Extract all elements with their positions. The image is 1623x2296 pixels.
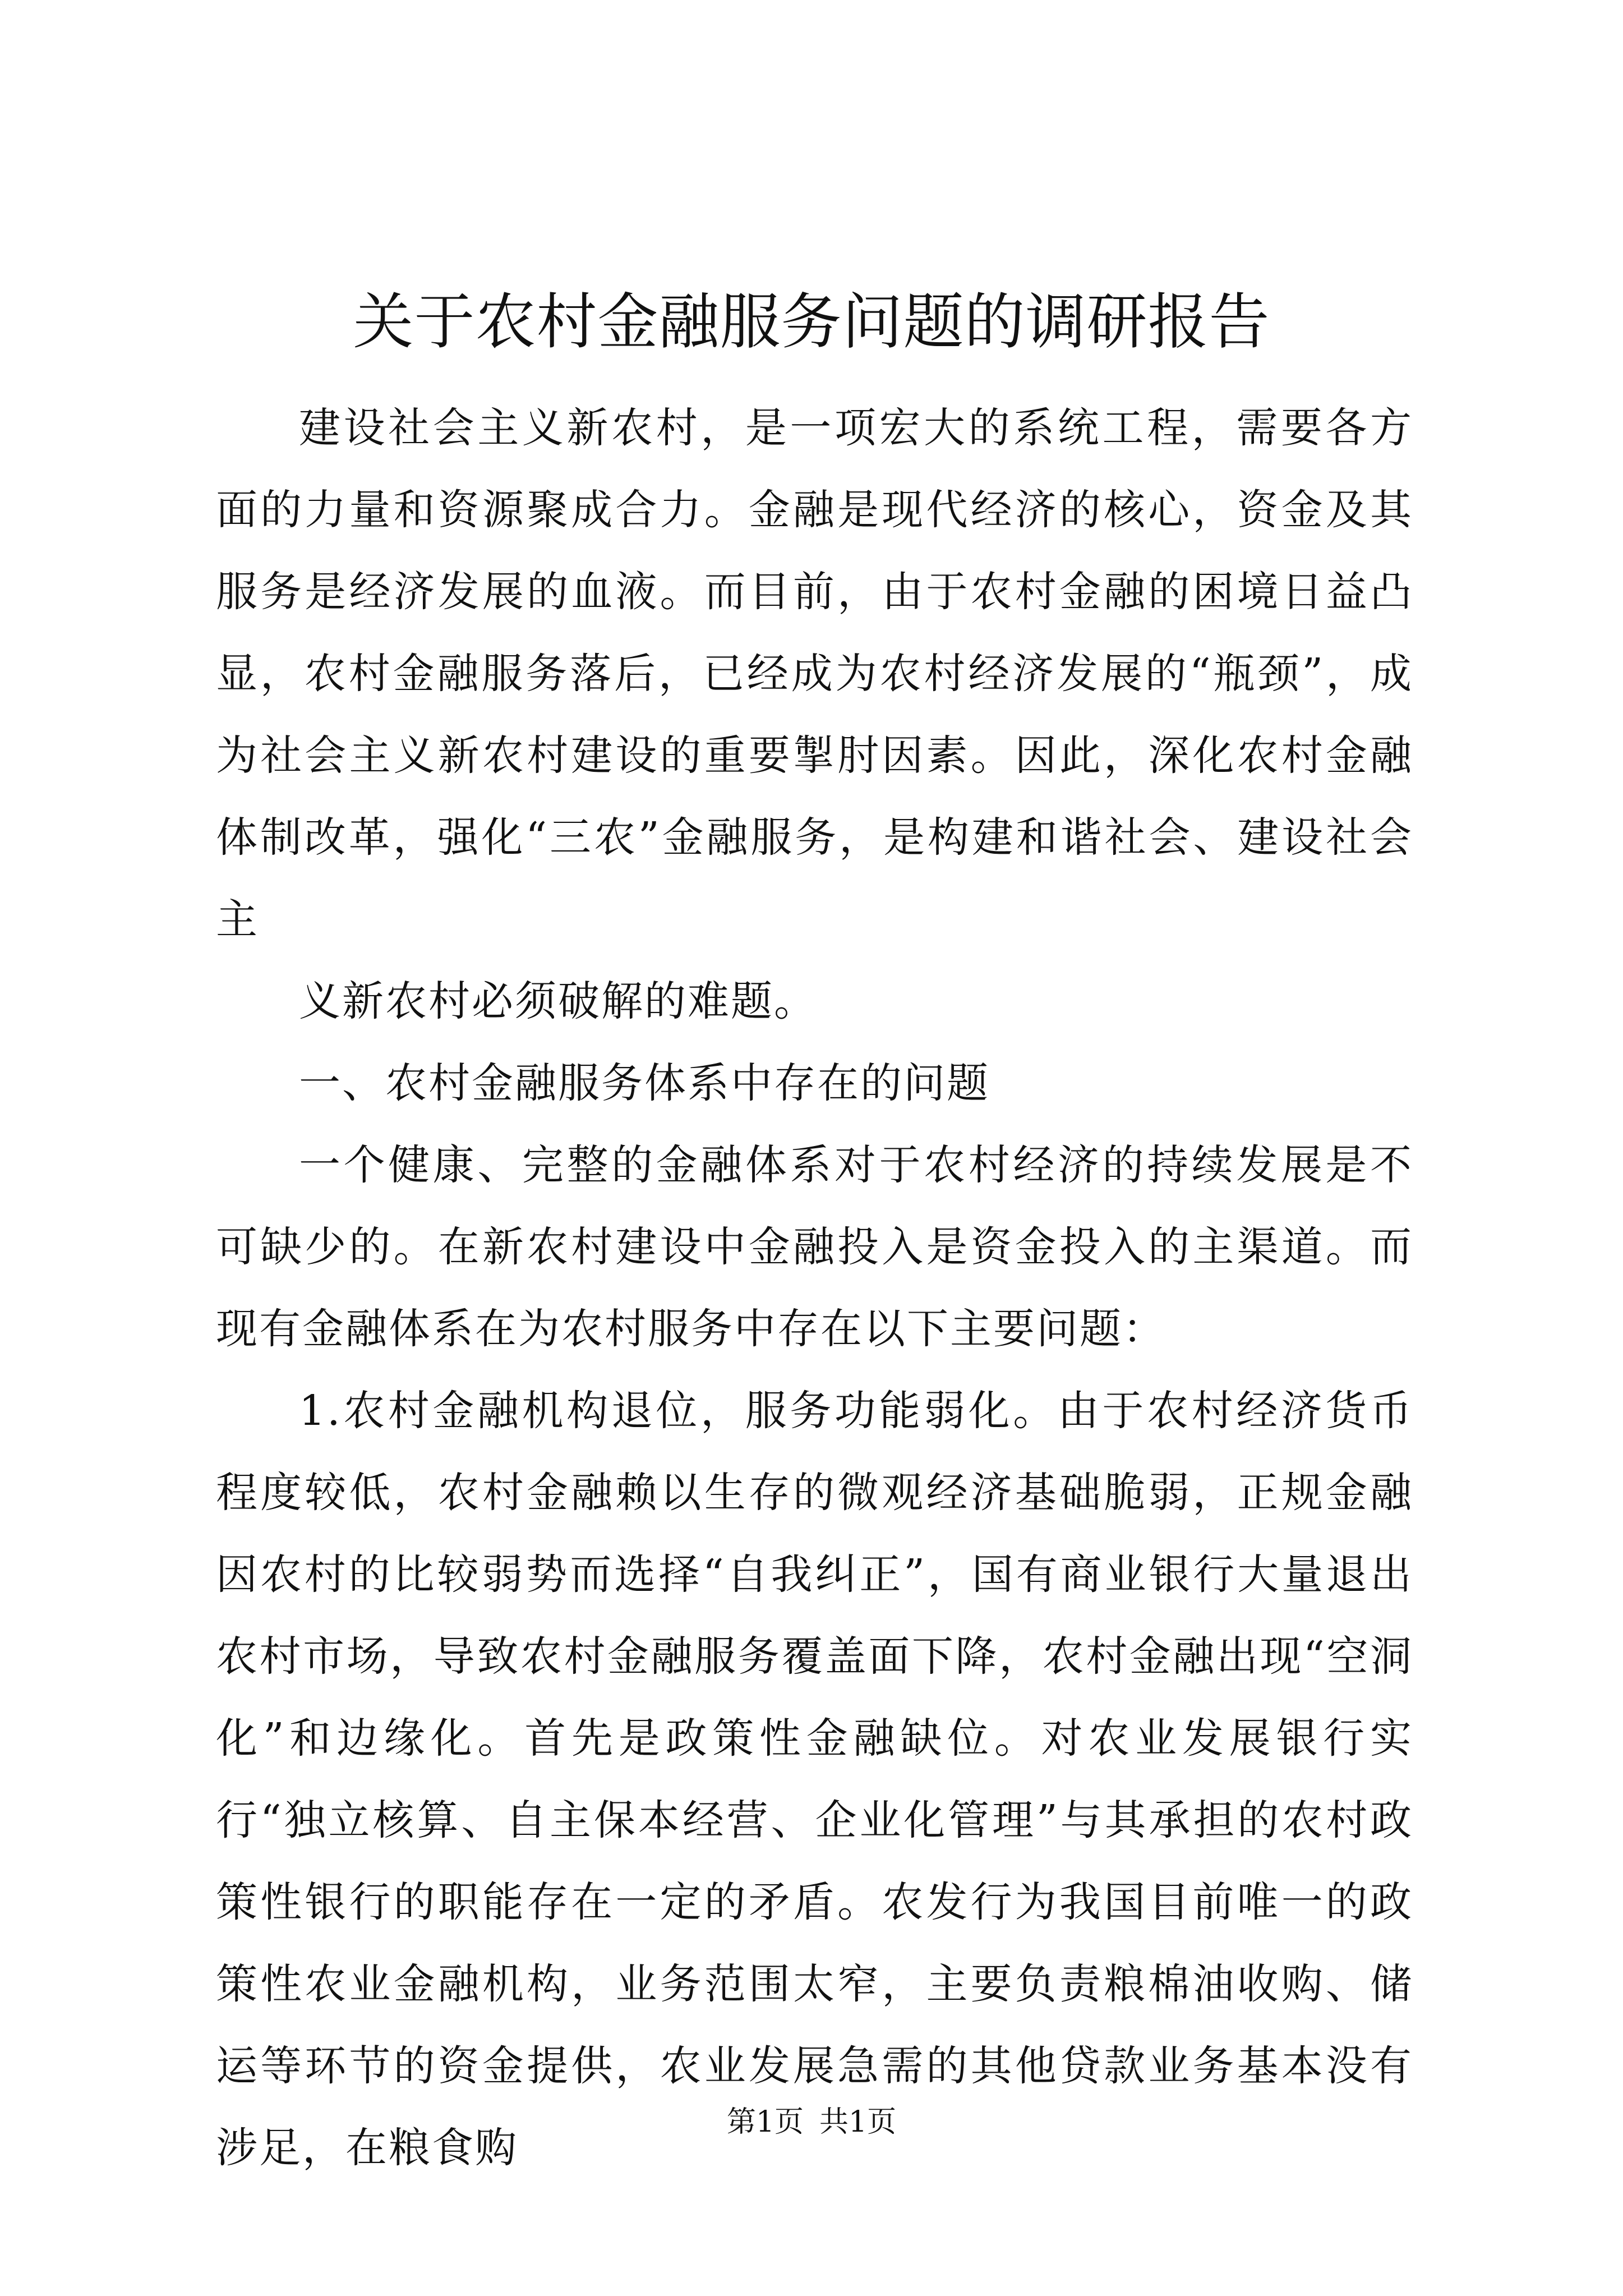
page-total: 共1页 [819,2105,897,2139]
paragraph-intro-continued: 义新农村必须破解的难题。 [299,977,817,1025]
page-number: 第1页 [726,2105,804,2139]
document-body [216,387,1413,2189]
paragraph-financial-system: 一个健康、完整的金融体系对于农村经济的持续发展是不可缺少的。在新农村建设中金融投入是资金投入的主渠道。而现有金融体系在为农村服务中存在以下主要问题： [216,1141,1413,1353]
paragraph-intro: 建设社会主义新农村，是一项宏大的系统工程，需要各方面的力量和资源聚成合力。金融是现代经济的核心，资金及其服务是经济发展的血液。而目前，由于农村金融的困境日益凸显，农村金融服务落后，已经成为农村经济发展的“瓶颈”，成为社会主义新农村建设的重要掣肘因素。因此，深化农村金融体制改革，强化“三农”金融服务，是构建和谐社会、建设社会主 [216,404,1413,944]
section-heading-problems: 一、农村金融服务体系中存在的问题 [299,1059,990,1107]
page-footer [0,2102,1623,2142]
paragraph-point-1: 1.农村金融机构退位，服务功能弱化。由于农村经济货币程度较低，农村金融赖以生存的微观经济基础脆弱，正规金融因农村的比较弱势而选择“自我纠正”，国有商业银行大量退出农村市场，导致农村金融服务覆盖面下降，农村金融出现“空洞化”和边缘化。首先是政策性金融缺位。对农业发展银行实行“独立核算、自主保本经营、企业化管理”与其承担的农村政策性银行的职能存在一定的矛盾。农发行为我国目前唯一的政策性农业金融机构，业务范围太窄，主要负责粮棉油收购、储运等环节的资金提供，农业发展急需的其他贷款业务基本没有涉足，在粮食购 [216,1387,1413,2172]
document-title: 关于农村金融服务问题的调研报告 [353,287,1270,357]
